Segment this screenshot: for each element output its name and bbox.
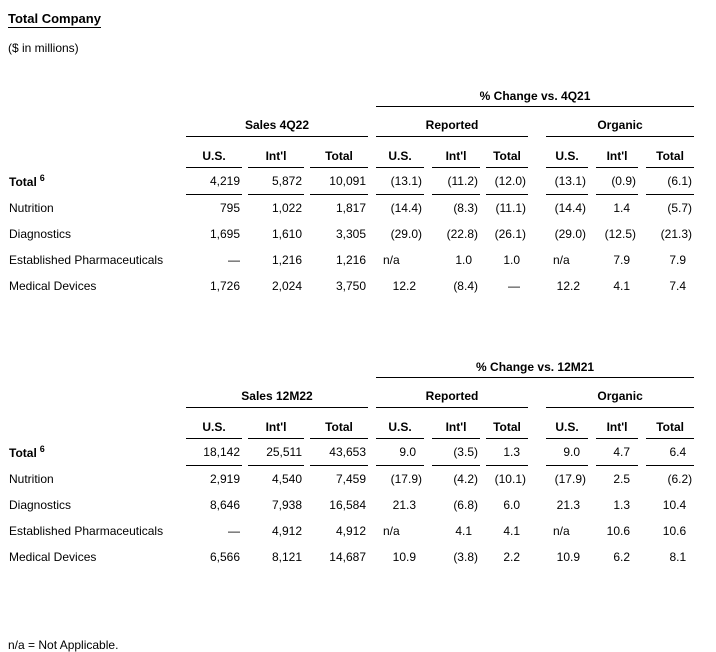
- reported-intl-cell: (11.2): [432, 168, 480, 195]
- organic-intl-cell: 2.5: [613, 472, 630, 486]
- subcol-intl-header: Int'l: [432, 137, 480, 168]
- sales-intl-cell: 2,024: [271, 279, 302, 293]
- spacer: [424, 168, 432, 195]
- spacer: [8, 408, 186, 439]
- sales-total-cell: 7,459: [335, 472, 366, 486]
- sales-total-cell: 1,216: [335, 253, 366, 267]
- reported-us-cell: 21.3: [392, 498, 416, 512]
- organic-total-cell: 7.4: [669, 279, 687, 293]
- row-label: Established Pharmaceuticals: [9, 524, 164, 538]
- spacer: [588, 168, 596, 195]
- spacer: [638, 168, 646, 195]
- table-row-total: [8, 439, 694, 466]
- sales-total-cell: 14,687: [329, 550, 366, 564]
- units-note: ($ in millions): [8, 41, 79, 55]
- spacer: [424, 466, 432, 493]
- spacer: [528, 378, 546, 408]
- table-row: [8, 221, 694, 247]
- spacer: [638, 466, 646, 493]
- spacer: [368, 466, 376, 493]
- table-12m22: [8, 356, 694, 570]
- sales-intl-cell: 5,872: [248, 168, 304, 195]
- subcol-us-header: U.S.: [186, 408, 242, 439]
- table-row: [8, 518, 694, 544]
- organic-total-cell: 10.6: [662, 524, 687, 538]
- reported-us-cell: 10.9: [392, 550, 416, 564]
- organic-group-header: Organic: [546, 378, 694, 408]
- organic-group-header: Organic: [546, 107, 694, 137]
- reported-intl-cell: (22.8): [446, 227, 478, 241]
- sales-us-cell: 1,726: [209, 279, 240, 293]
- organic-us-cell: n/a: [553, 524, 570, 538]
- reported-total-cell: —: [508, 279, 520, 293]
- organic-intl-cell: 10.6: [606, 524, 630, 538]
- table-row: [8, 247, 694, 273]
- subcol-us-header: U.S.: [186, 137, 242, 168]
- organic-us-cell: (13.1): [546, 168, 588, 195]
- subcol-total-header: Total: [486, 408, 528, 439]
- organic-total-cell: 6.4: [646, 439, 694, 466]
- sales-us-cell: —: [228, 524, 240, 538]
- organic-total-cell: (5.7): [667, 201, 693, 215]
- spacer: [424, 273, 432, 299]
- subcol-total-header: Total: [310, 408, 368, 439]
- spacer: [528, 221, 546, 247]
- spacer: [588, 466, 596, 493]
- organic-us-cell: 10.9: [556, 550, 580, 564]
- reported-total-cell: 1.3: [486, 439, 528, 466]
- group-header-row: [8, 378, 694, 408]
- row-label: Established Pharmaceuticals: [9, 253, 164, 267]
- spacer: [528, 195, 546, 222]
- reported-total-cell: 2.2: [503, 550, 520, 564]
- organic-total-cell: (21.3): [660, 227, 693, 241]
- organic-intl-cell: 1.3: [613, 498, 630, 512]
- spacer: [588, 408, 596, 439]
- spacer: [588, 137, 596, 168]
- sales-us-cell: 795: [219, 201, 240, 215]
- spacer: [528, 439, 546, 466]
- table-row: [8, 492, 694, 518]
- subcolumn-header-row: [8, 408, 694, 439]
- spacer: [424, 544, 432, 570]
- spacer: [424, 137, 432, 168]
- footnote-ref: 6: [39, 173, 45, 183]
- row-label: Total $^6$: [9, 444, 45, 460]
- row-label: Medical Devices: [9, 550, 97, 564]
- spacer: [588, 221, 596, 247]
- sales-total-cell: 43,653: [310, 439, 368, 466]
- reported-us-cell: n/a: [383, 524, 400, 538]
- reported-intl-cell: (8.4): [453, 279, 478, 293]
- spacer: [424, 492, 432, 518]
- spacer: [424, 439, 432, 466]
- sales-intl-cell: 25,511: [248, 439, 304, 466]
- reported-intl-cell: (3.8): [453, 550, 478, 564]
- reported-group-header: Reported: [376, 378, 528, 408]
- spacer: [528, 107, 546, 137]
- subcol-us-header: U.S.: [546, 408, 588, 439]
- subcol-intl-header: Int'l: [596, 408, 638, 439]
- sales-intl-cell: 1,022: [271, 201, 302, 215]
- reported-us-cell: (13.1): [376, 168, 424, 195]
- sales-intl-cell: 7,938: [271, 498, 302, 512]
- reported-us-cell: n/a: [383, 253, 400, 267]
- subcol-intl-header: Int'l: [248, 408, 304, 439]
- sales-total-cell: 1,817: [335, 201, 366, 215]
- sales-intl-cell: 8,121: [271, 550, 302, 564]
- spacer: [368, 492, 376, 518]
- spacer: [528, 466, 546, 493]
- subcol-intl-header: Int'l: [596, 137, 638, 168]
- organic-intl-cell: 6.2: [613, 550, 630, 564]
- spacer: [8, 356, 376, 378]
- subcol-us-header: U.S.: [376, 408, 424, 439]
- reported-us-cell: (17.9): [390, 472, 422, 486]
- row-label: Medical Devices: [9, 279, 97, 293]
- change-header-row: [8, 85, 694, 107]
- spacer: [368, 221, 376, 247]
- organic-intl-cell: (0.9): [596, 168, 638, 195]
- sales-us-cell: 18,142: [186, 439, 242, 466]
- sales-group-header: Sales 4Q22: [186, 107, 368, 137]
- reported-intl-cell: (6.8): [453, 498, 478, 512]
- sales-total-cell: 4,912: [335, 524, 366, 538]
- subcol-total-header: Total: [310, 137, 368, 168]
- spacer: [588, 492, 596, 518]
- reported-intl-cell: 4.1: [455, 524, 472, 538]
- reported-total-cell: (11.1): [495, 201, 526, 215]
- reported-total-cell: 4.1: [503, 524, 520, 538]
- reported-intl-cell: (3.5): [432, 439, 480, 466]
- spacer: [368, 107, 376, 137]
- spacer: [638, 247, 646, 273]
- spacer: [424, 518, 432, 544]
- reported-total-cell: 1.0: [503, 253, 520, 267]
- row-label: Nutrition: [9, 200, 54, 215]
- spacer: [588, 247, 596, 273]
- sales-us-cell: 8,646: [209, 498, 240, 512]
- reported-total-cell: (26.1): [494, 227, 526, 241]
- spacer: [528, 408, 546, 439]
- subcol-intl-header: Int'l: [248, 137, 304, 168]
- organic-intl-cell: 4.1: [613, 279, 630, 293]
- organic-total-cell: (6.1): [646, 168, 694, 195]
- spacer: [528, 137, 546, 168]
- spacer: [368, 247, 376, 273]
- footnote-ref: 6: [39, 444, 45, 454]
- table-row-total: [8, 168, 694, 195]
- sales-total-cell: 3,750: [335, 279, 366, 293]
- organic-total-cell: 8.1: [669, 550, 687, 564]
- organic-us-cell: (14.4): [554, 201, 586, 215]
- spacer: [528, 273, 546, 299]
- table-row: [8, 273, 694, 299]
- spacer: [8, 378, 186, 408]
- sales-us-cell: 6,566: [209, 550, 240, 564]
- reported-group-header: Reported: [376, 107, 528, 137]
- spacer: [638, 195, 646, 222]
- reported-intl-cell: 1.0: [455, 253, 472, 267]
- spacer: [368, 195, 376, 222]
- sales-intl-cell: 1,610: [271, 227, 302, 241]
- sales-us-cell: 4,219: [186, 168, 242, 195]
- reported-us-cell: 9.0: [376, 439, 424, 466]
- reported-total-cell: (10.1): [494, 472, 526, 486]
- reported-total-cell: 6.0: [503, 498, 520, 512]
- organic-us-cell: (29.0): [554, 227, 586, 241]
- subcol-us-header: U.S.: [546, 137, 588, 168]
- sales-intl-cell: 4,912: [271, 524, 302, 538]
- sales-total-cell: 16,584: [329, 498, 366, 512]
- organic-us-cell: (17.9): [554, 472, 586, 486]
- table-4q22: [8, 85, 694, 299]
- organic-intl-cell: 7.9: [613, 253, 630, 267]
- spacer: [424, 247, 432, 273]
- na-footnote: n/a = Not Applicable.: [8, 638, 119, 652]
- spacer: [588, 544, 596, 570]
- spacer: [638, 273, 646, 299]
- spacer: [638, 544, 646, 570]
- spacer: [528, 492, 546, 518]
- spacer: [528, 247, 546, 273]
- spacer: [528, 518, 546, 544]
- spacer: [638, 137, 646, 168]
- spacer: [638, 221, 646, 247]
- reported-total-cell: (12.0): [486, 168, 528, 195]
- group-header-row: [8, 107, 694, 137]
- reported-intl-cell: (8.3): [453, 201, 478, 215]
- page-title: Total Company: [8, 11, 101, 26]
- spacer: [638, 439, 646, 466]
- organic-total-cell: 7.9: [669, 253, 687, 267]
- sales-us-cell: 2,919: [209, 472, 240, 486]
- change-vs-header: % Change vs. 4Q21: [376, 85, 694, 107]
- spacer: [368, 273, 376, 299]
- spacer: [368, 544, 376, 570]
- spacer: [638, 492, 646, 518]
- spacer: [588, 439, 596, 466]
- subcol-total-header: Total: [646, 408, 694, 439]
- spacer: [588, 273, 596, 299]
- spacer: [638, 408, 646, 439]
- row-label: Nutrition: [9, 471, 54, 486]
- reported-us-cell: (29.0): [390, 227, 422, 241]
- sales-total-cell: 10,091: [310, 168, 368, 195]
- spacer: [8, 85, 376, 107]
- organic-us-cell: 12.2: [556, 279, 580, 293]
- sales-intl-cell: 1,216: [271, 253, 302, 267]
- change-vs-header: % Change vs. 12M21: [376, 356, 694, 378]
- subcol-intl-header: Int'l: [432, 408, 480, 439]
- subcol-total-header: Total: [486, 137, 528, 168]
- spacer: [588, 195, 596, 222]
- spacer: [424, 408, 432, 439]
- reported-intl-cell: (4.2): [453, 472, 478, 486]
- table-row: [8, 544, 694, 570]
- sales-intl-cell: 4,540: [271, 472, 302, 486]
- sales-group-header: Sales 12M22: [186, 378, 368, 408]
- spacer: [368, 168, 376, 195]
- spacer: [368, 439, 376, 466]
- organic-total-cell: 10.4: [662, 498, 687, 512]
- spacer: [424, 221, 432, 247]
- organic-us-cell: n/a: [553, 253, 570, 267]
- subcol-us-header: U.S.: [376, 137, 424, 168]
- subcolumn-header-row: [8, 137, 694, 168]
- organic-total-cell: (6.2): [667, 472, 693, 486]
- spacer: [368, 408, 376, 439]
- subcol-total-header: Total: [646, 137, 694, 168]
- spacer: [368, 518, 376, 544]
- spacer: [368, 378, 376, 408]
- spacer: [528, 168, 546, 195]
- organic-intl-cell: (12.5): [604, 227, 636, 241]
- spacer: [588, 518, 596, 544]
- row-label: Total $^6$: [9, 173, 45, 189]
- table-row: [8, 466, 694, 493]
- row-label: Diagnostics: [9, 227, 72, 241]
- row-label: Diagnostics: [9, 498, 72, 512]
- spacer: [8, 107, 186, 137]
- organic-intl-cell: 4.7: [596, 439, 638, 466]
- reported-us-cell: (14.4): [390, 201, 422, 215]
- spacer: [368, 137, 376, 168]
- change-header-row: [8, 356, 694, 378]
- organic-us-cell: 21.3: [556, 498, 580, 512]
- reported-us-cell: 12.2: [392, 279, 416, 293]
- sales-us-cell: 1,695: [209, 227, 240, 241]
- table-row: [8, 195, 694, 222]
- spacer: [8, 137, 186, 168]
- spacer: [424, 195, 432, 222]
- organic-us-cell: 9.0: [546, 439, 588, 466]
- spacer: [638, 518, 646, 544]
- sales-total-cell: 3,305: [335, 227, 366, 241]
- organic-intl-cell: 1.4: [613, 201, 630, 215]
- spacer: [528, 544, 546, 570]
- sales-us-cell: —: [228, 253, 240, 267]
